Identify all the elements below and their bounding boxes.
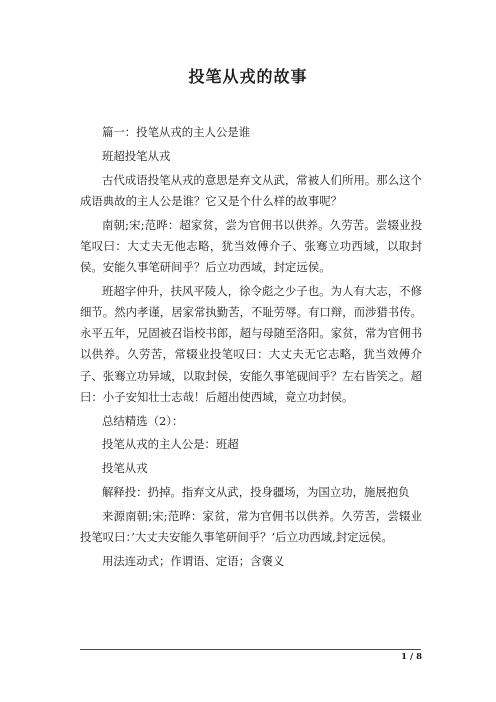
page-number: 1 / 8 bbox=[401, 652, 422, 662]
paragraph: 班超字仲升，扶风平陵人，徐令彪之少子也。为人有大志，不修细节。然内孝谨，居家常执勤苦，不耻劳辱。有口辩，而涉猎书传。永平五年，兄固被召诣校书郎，超与母随至洛阳。家贫，常为官佣书以供养。久劳苦，常辍业投笔叹曰：大丈夫无它志略，犹当效傅介子、张骞立功异域，以取封侯，安能久事笔砚间乎？左右皆笑之。超曰：小子安知壮士志哉！后超出使西域，竟立功封侯。 bbox=[80, 283, 422, 404]
paragraph: 投笔从戎的主人公是：班超 bbox=[102, 437, 239, 452]
paragraph: 投笔从戎 bbox=[102, 461, 148, 476]
paragraph: 篇一：投笔从戎的主人公是谁 bbox=[102, 125, 251, 139]
paragraph: 古代成语投笔从戎的意思是弃文从武，常被人们所用。那么这个成语典故的主人公是谁？它又是个什么样的故事呢？ bbox=[80, 172, 422, 208]
document-body bbox=[80, 122, 422, 575]
paragraph: 总结精选（2）： bbox=[102, 413, 184, 428]
paragraph: 解释投：扔掉。指弃文从武，投身疆场，为国立功，施展抱负 bbox=[102, 485, 410, 499]
footer-divider bbox=[80, 649, 421, 650]
paragraph: 来源南朝;宋;范晔：家贫，常为官佣书以供养。久劳苦，尝辍业投笔叹曰：’大丈夫安能久事笔研间乎？’后立功西域,封定远侯。 bbox=[80, 508, 422, 544]
paragraph: 南朝;宋;范晔：超家贫，尝为官佣书以供养。久劳苦。尝辍业投笔叹曰：大丈夫无他志略，犹当效傅介子、张骞立功西域，以取封侯。安能久事笔研间乎？后立功西域，封定远侯。 bbox=[80, 217, 422, 274]
paragraph: 班超投笔从戎 bbox=[102, 148, 171, 163]
paragraph: 用法连动式；作谓语、定语；含褒义 bbox=[102, 553, 285, 568]
document-title: 投笔从戎的故事 bbox=[188, 67, 308, 86]
